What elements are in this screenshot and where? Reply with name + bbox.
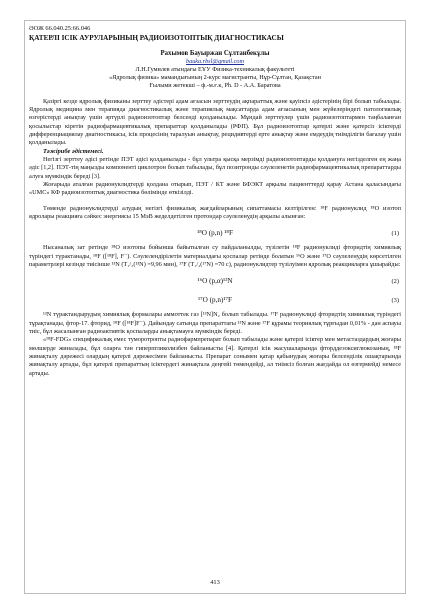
conditions-paragraph: Төменде радионуклидтерді алудың негізгі физикалық жағдайларының сипаттамасы келтірілген: ¹⁸F радионуклид ¹⁸O изотоп ядролары реакцияға сәйкес энергиясы 15 МэВ жеделдетілген протондар сәулеленудің арқылы алынған:	[29, 204, 401, 221]
affiliation-line: «Ядролық физика» мамандығының 2-курс магистранты, Нұр-Сұлтан, Қазақстан	[109, 74, 321, 82]
author-name: Рахымов Бауыржан Сұлтанбекұлы	[160, 50, 270, 57]
udc-code: ӘОЖ 66.040.25:66.046	[29, 25, 91, 32]
affiliation-line: Л.Н.Гумилев атындағы ЕҰУ Физика-техникалық факультеті	[135, 66, 295, 73]
document-page	[24, 20, 406, 594]
equation-1-formula: ¹⁸O (p,n) ¹⁸F	[197, 229, 233, 238]
clinic-paragraph: Жоғарыда аталған радионуклидтерді қолдана отырып, ПЭТ / КТ және БФЭКТ арқылы пациенттерді қарау Астана қаласындағы «UMC» КФ радиоизотоптық диагностика бөлімінде өткізілді.	[29, 181, 401, 197]
equation-3	[29, 293, 401, 307]
target-paragraph: Нысаналық зат ретінде ¹⁸O изотопы бойынша байытылған су пайдаланылды, түзілетін ¹⁸F радионуклиді фторидтің химиялық түріндегі түрактанады, ¹⁸F ([¹⁸F], F⁻). Сәулелендірілетін материалдағы қоспалар ретінде болатын ¹⁶O және ¹⁷O сәулеленудің көрсетілген параметрлері кезінде тиісінше ¹³N (T₁/₂(¹³N) =9,96 мин), ¹⁷F (T₁/₂(¹⁷N) =70 с), радионуклидтер түзілуімен ядролық реакцияларға ұшырайды:	[29, 244, 401, 269]
equation-2-number: (2)	[391, 278, 399, 286]
page-content	[29, 25, 401, 378]
equation-3-formula: ¹⁷O (p,n)¹⁷F	[197, 296, 233, 305]
supervisor-line: Ғылыми жетекші – ф.-м.ғ.к, Ph. D - А.А. Баратова	[149, 82, 281, 90]
fdg-paragraph: «¹⁸F-FDG» спецификалық емес туморотропты радиофармпрепарат болып табылады және қатерлі ісіктер мен метастаздардың жоғары мөлшерде жиналады, бұл оларға тән гиперпгликолизбен байланысты [4]. Қатерлі ісік жасушаларында фторддезоксиглюкозаның, ¹⁸F жинақталу дәрежесі олардың қатерлі дәрежесімен байланысты. Препарат сонымен қатар қабынудың жоғары белсенділік ошақтарында жинақталу артады, бұл қатерлі препараттың ісіктердегі жинақтала деңгейі төмендейді, ал тиімсіз болған жағдайда ол өзгермейді немесе артады.	[29, 336, 401, 377]
author-email-link[interactable]: bauka.rbsl@gmail.com	[186, 58, 244, 65]
method-paragraph: Негізгі зерттеу әдісі ретінде ПЭТ әдісі қолданылады - бұл ультра қысқа мерзімді радиоизотоптарды қолдануға негізделген ең жаңа әдіс [1,2]. ПЭТ-тің маңызды компоненті циклотрон болып табылады, бұл позитронды сәулеленетін радиофармацевтикалық препараттарды алуға мүмкіндік береді [3].	[29, 155, 401, 180]
equation-2	[29, 274, 401, 288]
intro-paragraph: Қазіргі кезде ядролық физиканы зерттеу әдістері адам ағзасын зерттеудің ақпараттық және қауіпсіз әдістерінің бірі болып табылады. Ядролық медицина мен терапияда диагностикалық және терапиялық мақсаттарда адам ағзасының мен жүйелеріндегі патологиялық өзгерістерді анықтау үшін әртүрлі радиоизотоптар белсенді қолданылады. Мұндай зерттеулер үшін радиоизотоптармен таңбаланған қосылыстар кіретін радиофармацевтикалық препараттар қолданылады (РФП). Бұл радиоизотоптар қатерлі және қатерсіз ісіктерді дифференциациялау диагностикасы, ісік процесінің таралуын анықтау, рецидивтерді ерте анықтау және емдеудің тиімділігін бағалау үшін қолданылады.	[29, 97, 401, 147]
paper-title: ҚАТЕРЛІ ІСІК АУРУЛАРЫНЫҢ РАДИОИЗОТОПТЫҚ ДИАГНОСТИКАСЫ	[29, 34, 284, 42]
page-number: 413	[210, 579, 220, 586]
chemistry-paragraph: ¹³N түрактандырудың химиялық формалары аммоттек газ [¹³N]N₂ болып табылады. ¹⁷F радионуклиді фторидтің химиялық түріндегі тұрақтанады, фтор-17. фторид, ¹⁸F ([¹⁸F]F⁻). Дайындау сатында препараттағы ¹³N және ¹⁷F құрамы теориялық тұрғыдан 0,01% - дан аспауы тиіс, бұл жасалынған радиоактивтік қоспаларды анықтамауға мүмкіндік береді.	[29, 311, 401, 336]
equation-1	[29, 226, 401, 240]
equation-1-number: (1)	[391, 230, 399, 238]
section-heading: Тәжірибе әдістемесі.	[43, 147, 104, 155]
equation-3-number: (3)	[391, 297, 399, 305]
equation-2-formula: ¹⁶O (p,α)¹³N	[197, 277, 233, 286]
